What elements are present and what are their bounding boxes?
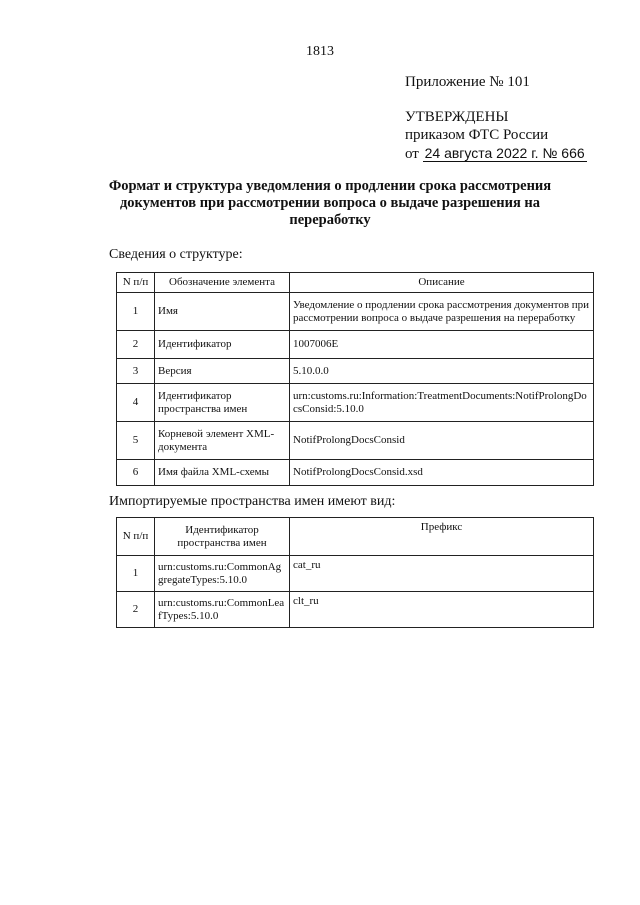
header-number: N п/п [117, 273, 155, 293]
table-row [117, 293, 594, 331]
approval-word: УТВЕРЖДЕНЫ [405, 109, 509, 125]
approval-date-line [405, 144, 587, 163]
table-row [117, 460, 594, 486]
row-number: 4 [117, 384, 155, 422]
row-description: Уведомление о продлении срока рассмотрения документов при рассмотрении вопроса о выдаче разрешения на переработку [290, 293, 594, 331]
row-description: 5.10.0.0 [290, 359, 594, 384]
header-element: Обозначение элемента [155, 273, 290, 293]
row-prefix: cat_ru [290, 556, 594, 592]
table-header-row [117, 273, 594, 293]
namespaces-section-label: Импортируемые пространства имен имеют вид: [109, 494, 396, 509]
header-description: Описание [290, 273, 594, 293]
table-header-row [117, 518, 594, 556]
row-namespace: urn:customs.ru:CommonLeafTypes:5.10.0 [155, 592, 290, 628]
row-element: Имя [155, 293, 290, 331]
row-element: Версия [155, 359, 290, 384]
approval-from: от [405, 146, 419, 162]
table-row [117, 592, 594, 628]
table-row [117, 331, 594, 359]
row-number: 1 [117, 293, 155, 331]
structure-table [116, 272, 594, 486]
row-element: Идентификатор [155, 331, 290, 359]
row-number: 2 [117, 592, 155, 628]
document-title: Формат и структура уведомления о продлении срока рассмотрения документов при рассмотрении вопроса о выдаче разрешения на переработку [108, 178, 552, 228]
header-namespace: Идентификатор пространства имен [155, 518, 290, 556]
row-number: 1 [117, 556, 155, 592]
approval-date: 24 августа 2022 г. № 666 [424, 145, 585, 161]
row-prefix: clt_ru [290, 592, 594, 628]
table-row [117, 359, 594, 384]
header-prefix: Префикс [290, 518, 594, 556]
row-number: 3 [117, 359, 155, 384]
header-number: N п/п [117, 518, 155, 556]
page-number: 1813 [306, 44, 334, 59]
table-row [117, 384, 594, 422]
row-description: urn:customs.ru:Information:TreatmentDocuments:NotifProlongDocsConsid:5.10.0 [290, 384, 594, 422]
row-number: 6 [117, 460, 155, 486]
row-element: Имя файла XML-схемы [155, 460, 290, 486]
namespaces-table [116, 517, 594, 628]
row-number: 5 [117, 422, 155, 460]
approval-order: приказом ФТС России [405, 127, 549, 143]
table-row [117, 556, 594, 592]
row-element: Идентификатор пространства имен [155, 384, 290, 422]
structure-section-label: Сведения о структуре: [109, 247, 243, 262]
row-number: 2 [117, 331, 155, 359]
table-row [117, 422, 594, 460]
row-description: NotifProlongDocsConsid.xsd [290, 460, 594, 486]
row-element: Корневой элемент XML-документа [155, 422, 290, 460]
appendix-label: Приложение № 101 [405, 74, 530, 90]
row-description: 1007006E [290, 331, 594, 359]
row-description: NotifProlongDocsConsid [290, 422, 594, 460]
row-namespace: urn:customs.ru:CommonAggregateTypes:5.10.0 [155, 556, 290, 592]
approval-block [405, 108, 587, 163]
